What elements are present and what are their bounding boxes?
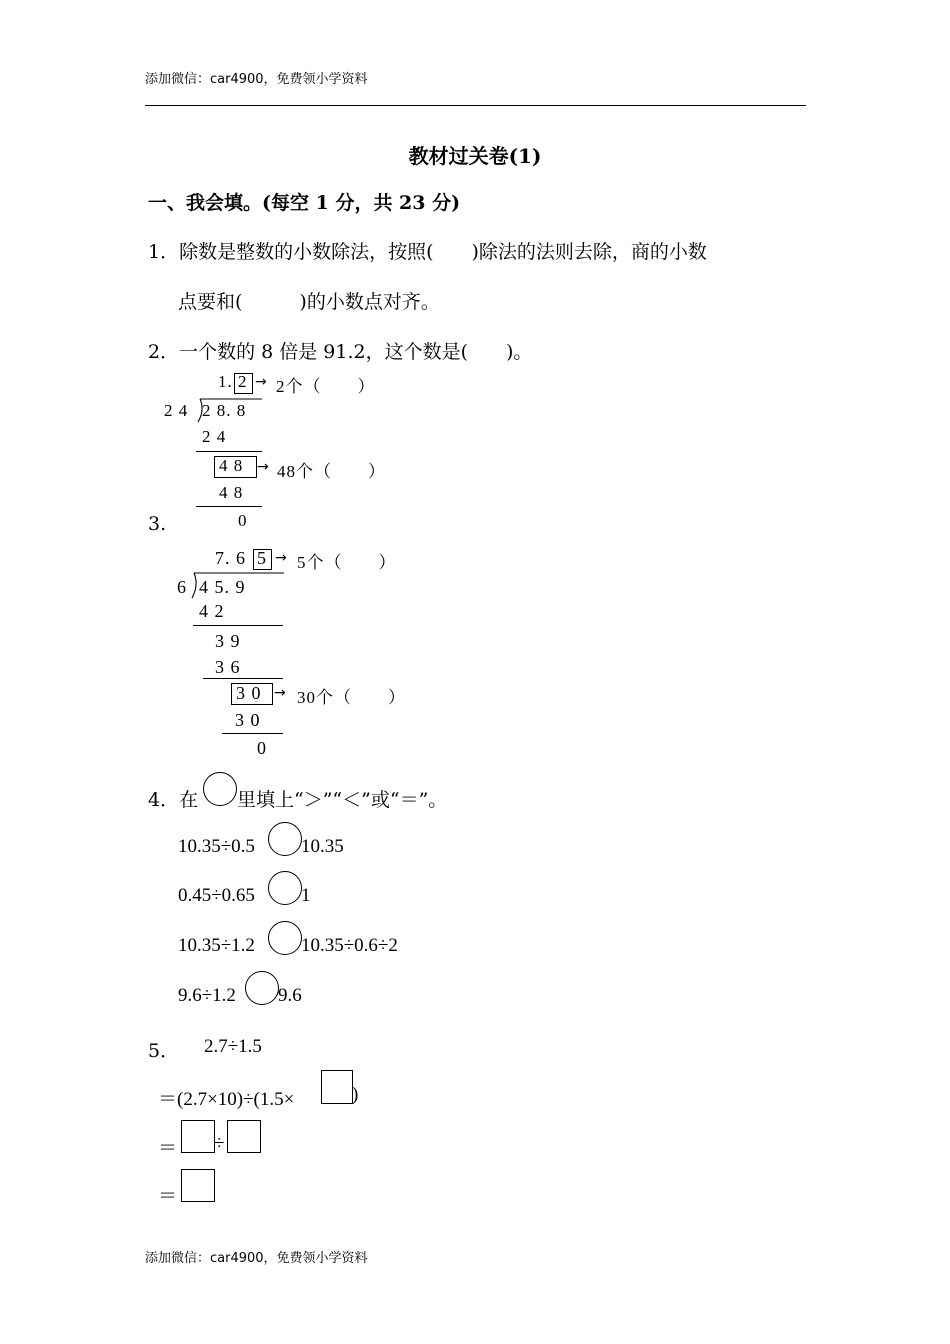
division-line — [222, 733, 283, 734]
answer-circle[interactable] — [268, 921, 302, 955]
answer-box[interactable] — [181, 1120, 215, 1153]
question-2: 2．一个数的 8 倍是 91.2，这个数是( )。 — [148, 341, 533, 363]
answer-box[interactable] — [227, 1120, 261, 1153]
header-divider — [145, 105, 806, 106]
question-5-expression: 2.7÷1.5 — [204, 1036, 262, 1057]
final-zero: 0 — [257, 738, 267, 758]
quotient-boxed-digit: 2 — [238, 372, 248, 391]
note-mid: 48个（ ） — [277, 462, 386, 481]
page-footer: 添加微信：car4900，免费领小学资料 — [145, 1251, 368, 1266]
note-mid: 30个（ ） — [297, 688, 406, 707]
quotient-boxed-digit: 5 — [257, 548, 267, 568]
note-top: 2个（ ） — [276, 377, 376, 396]
equals-sign: ＝ — [158, 1186, 178, 1207]
step-line-1-suffix: ) — [352, 1084, 359, 1105]
division-line — [196, 451, 262, 452]
answer-circle[interactable] — [268, 822, 302, 856]
division-line — [193, 625, 283, 626]
compare-right: 1 — [301, 885, 311, 906]
compare-circle-icon — [203, 772, 237, 806]
step-1: 4 2 — [199, 601, 225, 621]
page-title: 教材过关卷(1) — [408, 144, 542, 168]
division-line — [196, 506, 262, 507]
question-3-label: 3. — [148, 513, 167, 535]
arrow-icon: → — [255, 374, 267, 390]
dividend: 2 8. 8 — [202, 401, 247, 420]
question-1-line-2: 点要和( )的小数点对齐。 — [178, 291, 440, 313]
final-zero: 0 — [238, 511, 248, 530]
compare-left: 9.6÷1.2 — [178, 985, 236, 1006]
divisor: 6 — [177, 577, 187, 597]
quotient-prefix: 7. 6 — [215, 548, 246, 568]
division-sign: ÷ — [214, 1133, 225, 1154]
remainder-1: 3 9 — [215, 631, 241, 651]
arrow-icon: → — [275, 550, 287, 566]
question-4-prefix: 4．在 — [148, 789, 199, 811]
note-top: 5个（ ） — [297, 553, 397, 572]
arrow-icon: → — [274, 685, 286, 701]
question-4-instruction: 里填上“＞”“＜”或“＝”。 — [237, 789, 448, 811]
answer-circle[interactable] — [245, 971, 279, 1005]
compare-left: 0.45÷0.65 — [178, 885, 255, 906]
answer-box[interactable] — [321, 1070, 353, 1104]
arrow-icon: → — [257, 459, 269, 475]
page-header: 添加微信：car4900，免费领小学资料 — [145, 72, 368, 87]
divisor: 2 4 — [164, 401, 189, 420]
step-2: 4 8 — [219, 483, 244, 502]
step-1: 2 4 — [202, 427, 227, 446]
section-heading: 一、我会填。(每空 1 分，共 23 分) — [148, 192, 461, 214]
dividend: 4 5. 9 — [199, 577, 246, 597]
division-line — [203, 678, 283, 679]
step-3: 3 0 — [235, 710, 261, 730]
equals-sign: ＝ — [158, 1138, 178, 1159]
compare-right: 9.6 — [278, 985, 302, 1006]
quotient-prefix: 1. — [218, 372, 233, 391]
remainder-boxed: 3 0 — [236, 683, 262, 703]
compare-left: 10.35÷0.5 — [178, 836, 255, 857]
question-5-label: 5． — [148, 1040, 180, 1062]
remainder-boxed: 4 8 — [219, 456, 244, 475]
answer-circle[interactable] — [268, 871, 302, 905]
answer-box[interactable] — [181, 1169, 215, 1202]
question-1-line-1: 1．除数是整数的小数除法，按照( )除法的法则去除，商的小数 — [148, 241, 707, 263]
compare-right: 10.35 — [301, 836, 344, 857]
compare-right: 10.35÷0.6÷2 — [301, 935, 398, 956]
step-line-1-prefix: ＝(2.7×10)÷(1.5× — [158, 1089, 295, 1110]
compare-left: 10.35÷1.2 — [178, 935, 255, 956]
step-2: 3 6 — [215, 657, 241, 677]
